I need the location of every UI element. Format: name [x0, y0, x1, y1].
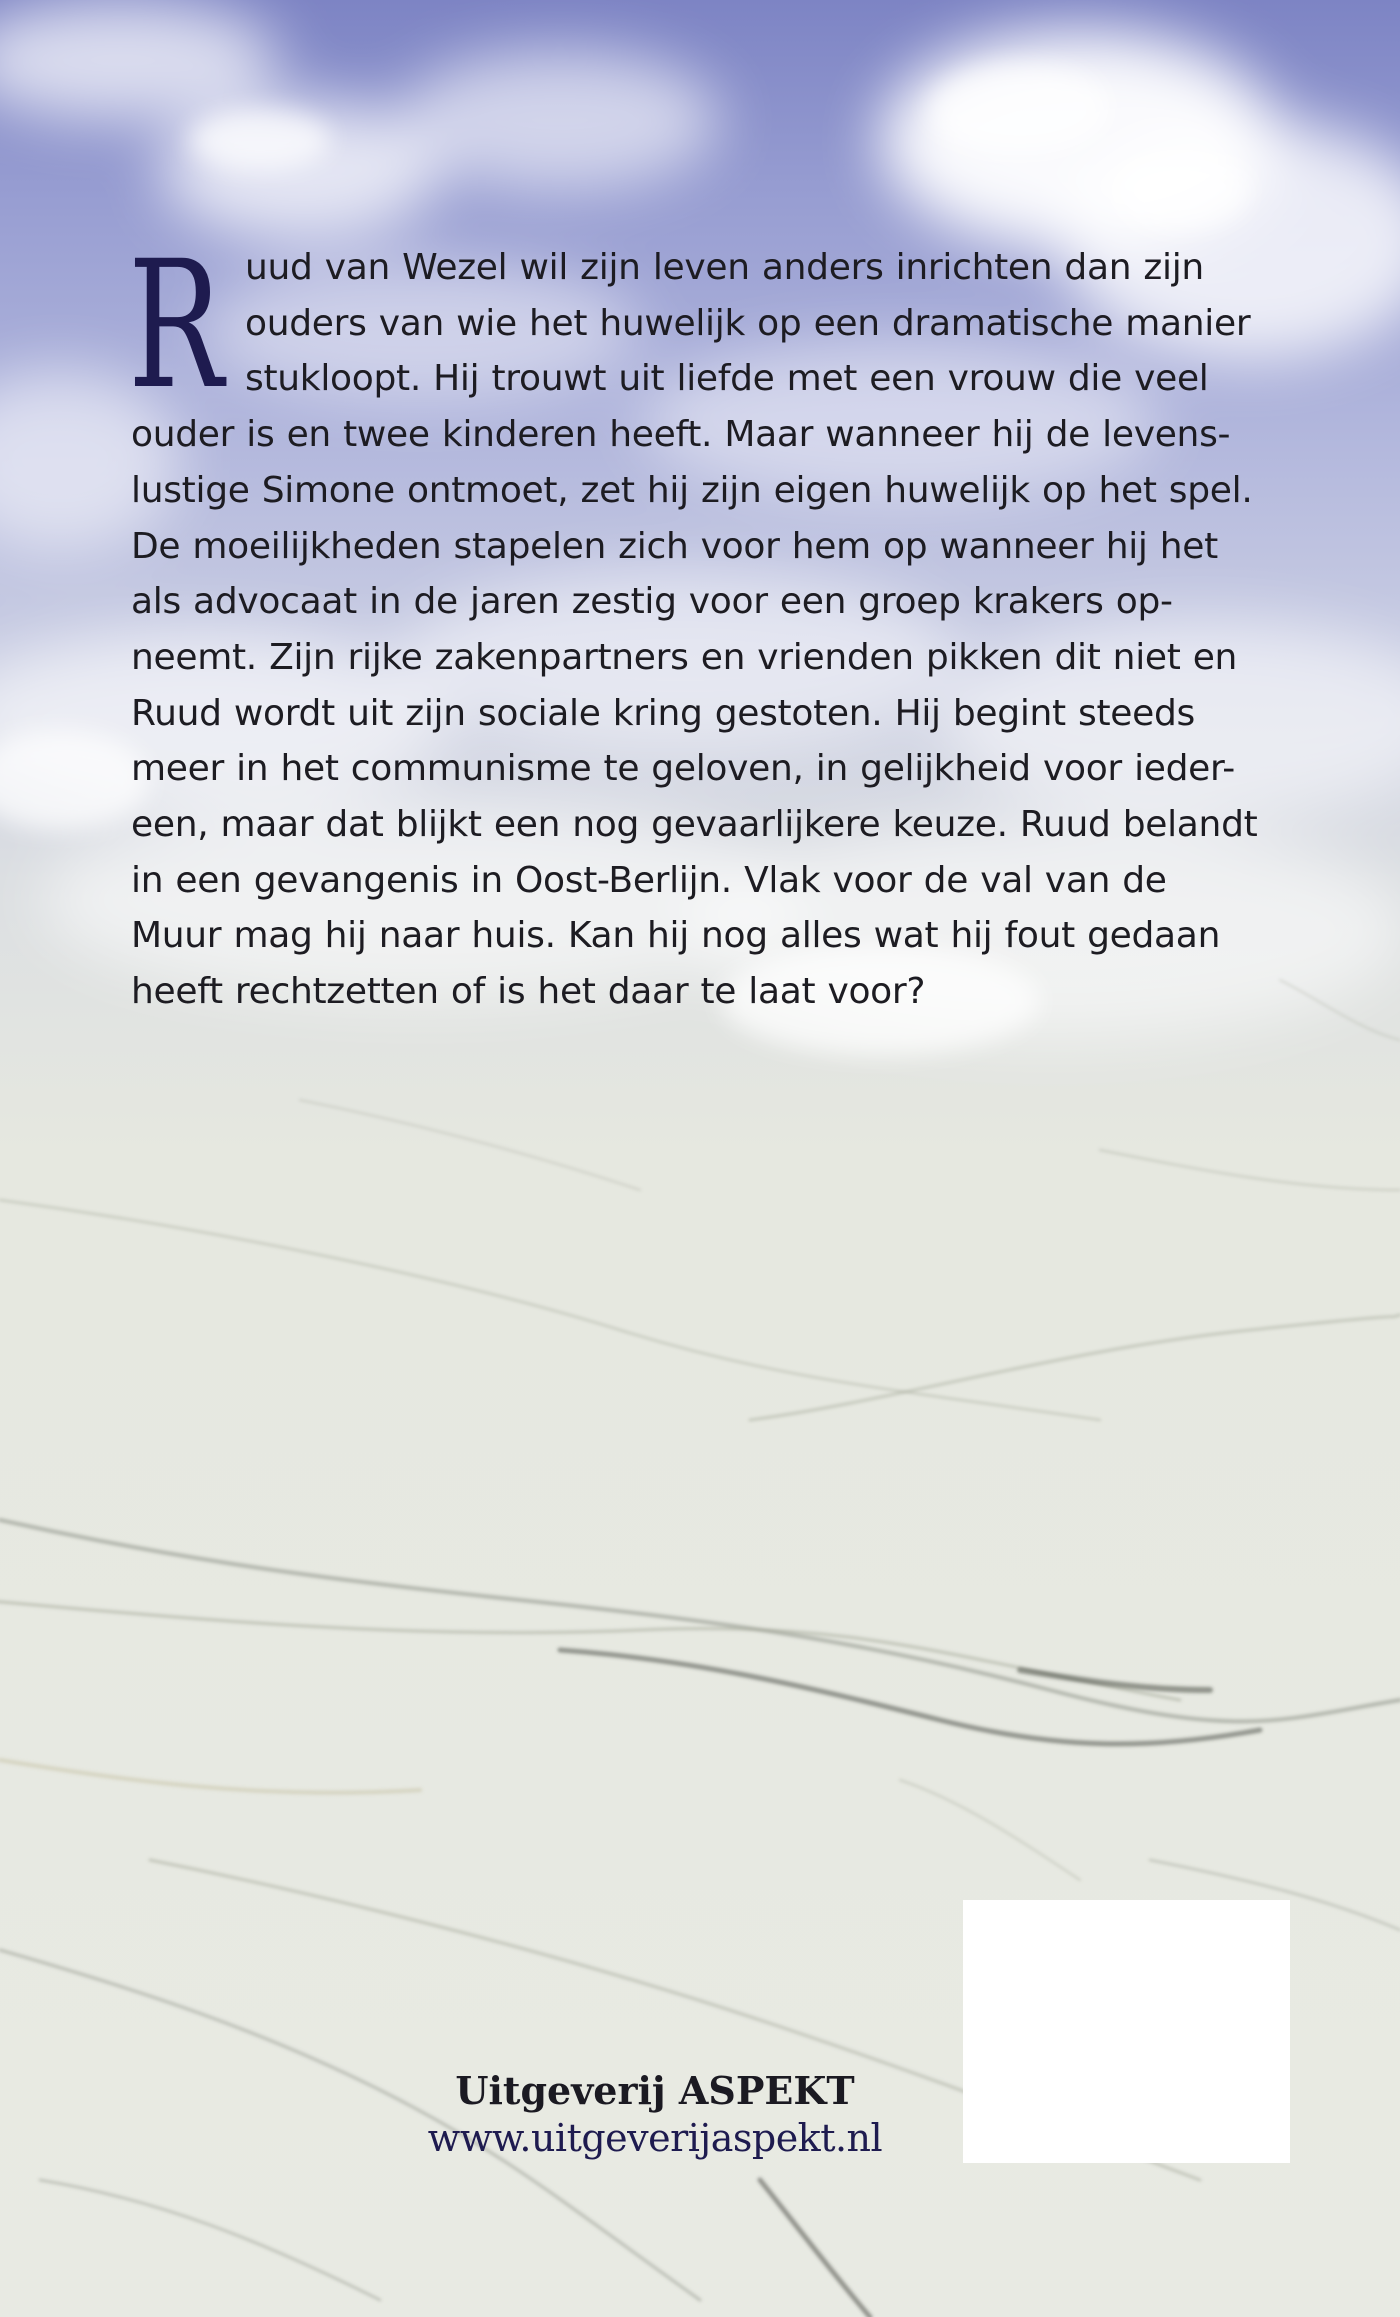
publisher-name: Uitgeverij ASPEKT [455, 2068, 855, 2113]
blurb-line: heeft rechtzetten of is het daar te laat voor? [131, 971, 926, 1013]
blurb-line: De moeilijkheden stapelen zich voor hem op wanneer hij het [131, 525, 1218, 567]
drop-cap-letter: R [128, 223, 224, 428]
blurb-line: Muur mag hij naar huis. Kan hij nog alles wat hij fout gedaan [131, 915, 1221, 957]
blurb-line: ouder is en twee kinderen heeft. Maar wanneer hij de levens- [131, 414, 1231, 456]
blurb-line: uud van Wezel wil zijn leven anders inrichten dan zijn [245, 247, 1204, 288]
blurb-line: als advocaat in de jaren zestig voor een groep krakers op- [131, 581, 1173, 623]
publisher-block [380, 2067, 930, 2161]
barcode-area [963, 1900, 1290, 2163]
blurb-line: in een gevangenis in Oost-Berlijn. Vlak voor de val van de [131, 859, 1167, 901]
blurb-text [131, 240, 1291, 1020]
blurb-line: lustige Simone ontmoet, zet hij zijn eigen huwelijk op het spel. [131, 469, 1253, 511]
blurb-line: ouders van wie het huwelijk op een dramatische manier [245, 302, 1251, 344]
blurb-line: een, maar dat blijkt een nog gevaarlijkere keuze. Ruud belandt [131, 804, 1258, 846]
blurb-line: meer in het communisme te geloven, in gelijkheid voor ieder- [131, 748, 1235, 790]
publisher-url: www.uitgeverijaspekt.nl [427, 2116, 883, 2160]
blurb-line: neemt. Zijn rijke zakenpartners en vrienden pikken dit niet en [131, 636, 1238, 678]
blurb-line: Ruud wordt uit zijn sociale kring gestoten. Hij begint steeds [131, 692, 1195, 734]
blurb-line: stukloopt. Hij trouwt uit liefde met een vrouw die veel [245, 358, 1209, 400]
